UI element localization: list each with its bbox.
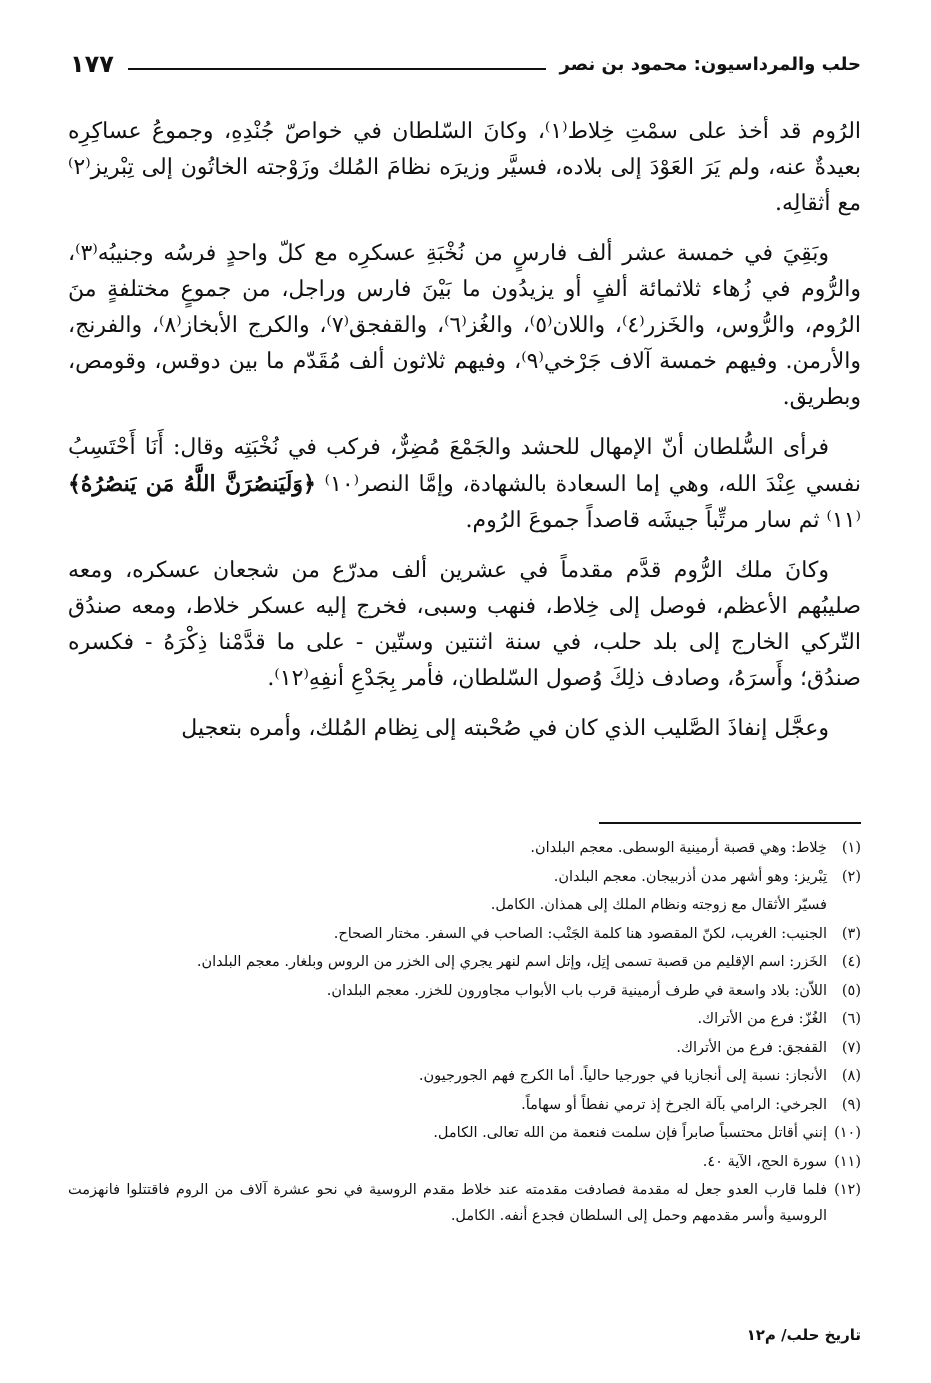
footnote-text: الغُزّ: فرع من الأتراك. [697, 1011, 827, 1027]
footnote-text: سورة الحج، الآية ٤٠. [702, 1153, 827, 1170]
footnote-continuation [68, 893, 861, 919]
running-title: حلب والمرداسيون: محمود بن نصر [559, 53, 861, 75]
page-number: ١٧٧ [70, 50, 114, 78]
footnote-number: (١١) [834, 1153, 861, 1170]
footnote-item [68, 836, 861, 862]
footnote-text: الخَزر: اسم الإقليم من قصبة تسمى إتِل، وإتل اسم لنهر يجري إلى الخزر من الروس وبلغار. معجم البلدان. [196, 954, 827, 970]
footnote-item [68, 1093, 861, 1119]
footnote-number: (٦) [841, 1011, 861, 1027]
footnote-item [68, 922, 861, 948]
paragraph-3-text-b: ⁽١١⁾ ثم سار مرتِّباً جيشَه قاصداً جموعَ الرُوم. [465, 508, 861, 533]
page-header [70, 48, 861, 80]
footnote-item [68, 1064, 861, 1090]
footnote-text: تِبْريز: وهو أشهر مدن أذربيجان. معجم البلدان. [553, 868, 827, 885]
footnote-item [68, 979, 861, 1005]
header-rule [128, 68, 546, 70]
paragraph-4: وكانَ ملك الرُّوم قدَّم مقدماً في عشرين ألف مدرّع من شجعان عسكره، ومعه صليبُهم الأعظم، فوصل إلى خِلاط، فنهب وسبى، فخرج إليه عسكر خلاط، ومعه صندُق التّركي الخارج إلى بلد حلب، في سنة اثنتين وستّين - على ما قدَّمْنا ذِكْرَهُ - فكسره صندُق؛ وأَسرَهُ، وصادف ذلِكَ وُصول السّلطان، فأمر بِجَدْعِ أنفِهِ⁽١٢⁾. [68, 558, 861, 691]
paragraph-1: الرُوم قد أخذ على سمْتِ خِلاط⁽١⁾، وكانَ السّلطان في خواصّ جُنْدِهِ، وجموعُ عساكِرِه بعيدةٌ عنه، ولم يَرَ العَوْدَ إلى بلاده، فسيَّر وزيرَه نظامَ المُلك وزَوْجته الخاتُون إلى تِبْريز⁽٢⁾ مع أثقالِه. [68, 119, 862, 216]
footnote-item [68, 1007, 861, 1033]
footnote-item [68, 865, 861, 891]
footnote-number: (٨) [841, 1068, 861, 1084]
footnote-separator [599, 822, 861, 824]
paragraph-5: وعجَّل إنفاذَ الصَّليب الذي كان في صُحْبته إلى نِظام المُلك، وأمره بتعجيل [181, 716, 829, 741]
paragraph-3-text-a: فرأى السُّلطان أنّ الإمهال للحشد والجَمْعَ مُضِرٌّ، فركب في نُخْبَتِه وقال: أَنَا أَحْتَسِبُ نفسي عِنْدَ الله، وهي إما السعادة بالشهادة، وإمَّا النصر⁽١٠⁾ [68, 435, 861, 497]
footnote-text: الأنجاز: نسبة إلى أنجازيا في جورجيا حالياً. أما الكرج فهم الجورجيون. [418, 1068, 827, 1084]
footnote-text: فسيّر الأثقال مع زوجته ونظام الملك إلى همذان. الكامل. [490, 897, 827, 913]
footnote-number: (١٢) [834, 1182, 861, 1198]
footnote-item [68, 1178, 861, 1229]
signature-mark: تاريخ حلب/ م١٢ [746, 1326, 861, 1344]
footnote-text: الجنيب: الغريب، لكنّ المقصود هنا كلمة الجَنْب: الصاحب في السفر. مختار الصحاح. [333, 925, 827, 942]
footnote-number: (٩) [841, 1096, 861, 1113]
footnote-number: (٢) [841, 868, 861, 885]
footnote-item [68, 950, 861, 976]
footnote-number: (٤) [841, 954, 861, 970]
footnote-item [68, 1036, 861, 1062]
footnote-text: الجرخي: الرامي بآلة الجرخ إذ ترمي نفطاً أو سهاماً. [521, 1096, 827, 1113]
footnote-text: إنني أقاتل محتسباً صابراً فإن سلمت فنعمة من الله تعالى. الكامل. [433, 1125, 827, 1141]
paragraph-3 [68, 430, 861, 539]
main-text [68, 114, 861, 761]
footnote-number: (٥) [841, 982, 861, 999]
paragraph-2: وبَقِيَ في خمسة عشر ألف فارسٍ من نُخْبَةِ عسكرِه مع كلّ واحدٍ فرسُه وجنيبُه⁽٣⁾، والرُّوم في زُهاء ثلاثمائة ألفٍ أو يزيدُون ما بَيْنَ فارس وراجل، من جموعٍ مختلفةٍ منَ الرُوم، والرُّوس، والخَزر⁽٤⁾، واللان⁽٥⁾، والغُز⁽٦⁾، والقفجق⁽٧⁾، والكرج الأبخاز⁽٨⁾، والفرنج، والأرمن. وفيهم خمسة آلاف جَرْخي⁽٩⁾، وفيهم ثلاثون ألف مُقَدّم ما بين دوقس، وقومص، وبطريق. [68, 241, 861, 410]
quran-verse: ﴿وَلَيَنصُرَنَّ اللَّهُ مَن يَنصُرُهُ﴾ [68, 471, 316, 497]
footnote-number: (٣) [841, 925, 861, 942]
footnote-number: (٧) [841, 1039, 861, 1056]
footnote-text: اللاّن: بلاد واسعة في طرف أرمينية قرب باب الأبواب مجاورون للخزر. معجم البلدان. [326, 982, 827, 999]
footnotes [68, 836, 861, 1232]
footnote-text: القفجق: فرع من الأتراك. [676, 1039, 827, 1056]
footnote-number: (١) [841, 840, 861, 856]
footnote-item [68, 1121, 861, 1147]
footnote-item [68, 1150, 861, 1176]
footnote-number: (١٠) [834, 1125, 861, 1141]
footnote-text: فلما قارب العدو جعل له مقدمة فصادفت مقدمته عند خلاط مقدم الروسية في نحو عشرة آلاف من الروم فاقتتلوا فانهزمت الروسية وأسر مقدمهم وحمل إلى السلطان فجدع أنفه. الكامل. [68, 1182, 827, 1224]
footnote-text: خِلاط: وهي قصبة أرمينية الوسطى. معجم البلدان. [530, 840, 827, 856]
